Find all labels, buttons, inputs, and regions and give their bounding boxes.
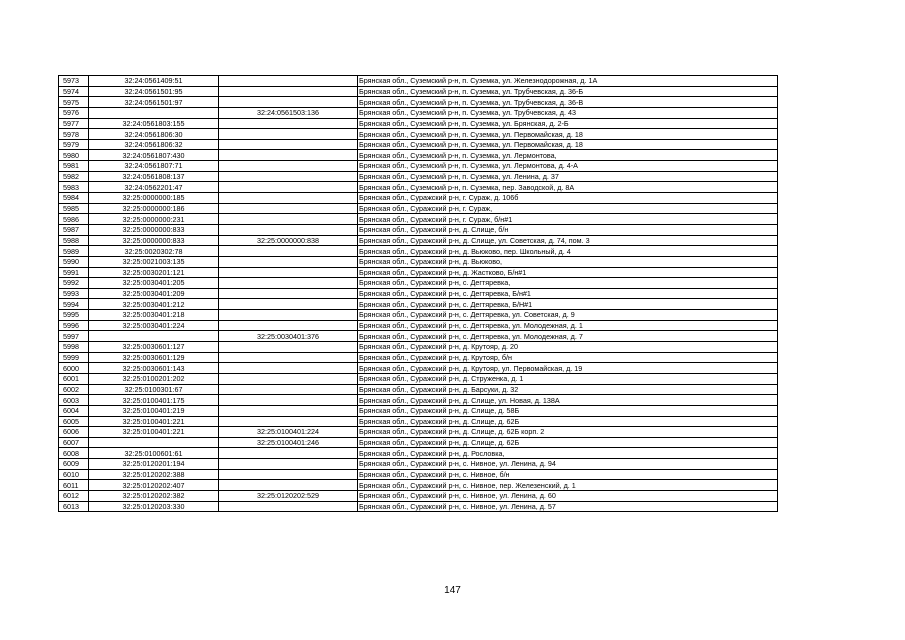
cadastral-number-cell: 32:25:0030601:129 [89, 352, 219, 363]
address-cell: Брянская обл., Суражский р-н, д. Рословка, [358, 448, 778, 459]
table-row [59, 235, 778, 246]
address-cell: Брянская обл., Суражский р-н, д. Слище, ул. Советская, д. 74, пом. 3 [358, 235, 778, 246]
row-number-cell: 5978 [59, 129, 89, 140]
address-cell: Брянская обл., Суражский р-н, д. Жастково, Б/н#1 [358, 267, 778, 278]
cadastral-number-cell: 32:25:0030401:224 [89, 320, 219, 331]
row-number-cell: 6001 [59, 373, 89, 384]
related-cadastral-number-cell [219, 299, 358, 310]
table-row [59, 342, 778, 353]
table-row [59, 267, 778, 278]
table-row [59, 107, 778, 118]
table-row [59, 129, 778, 140]
related-cadastral-number-cell: 32:25:0100401:224 [219, 427, 358, 438]
related-cadastral-number-cell [219, 384, 358, 395]
table-row [59, 288, 778, 299]
related-cadastral-number-cell: 32:25:0100401:246 [219, 437, 358, 448]
cadastral-number-cell [89, 331, 219, 342]
row-number-cell: 5990 [59, 256, 89, 267]
address-cell: Брянская обл., Суражский р-н, с. Нивное, б/н [358, 469, 778, 480]
related-cadastral-number-cell [219, 278, 358, 289]
table-row [59, 405, 778, 416]
cadastral-number-cell [89, 107, 219, 118]
cadastral-number-cell: 32:25:0030401:212 [89, 299, 219, 310]
cadastral-number-cell: 32:25:0000000:186 [89, 203, 219, 214]
address-cell: Брянская обл., Суражский р-н, д. Слище, б/н [358, 224, 778, 235]
row-number-cell: 6010 [59, 469, 89, 480]
related-cadastral-number-cell: 32:25:0000000:838 [219, 235, 358, 246]
row-number-cell: 5997 [59, 331, 89, 342]
related-cadastral-number-cell [219, 310, 358, 321]
related-cadastral-number-cell [219, 193, 358, 204]
table-row [59, 182, 778, 193]
address-cell: Брянская обл., Суражский р-н, с. Нивное, ул. Ленина, д. 94 [358, 459, 778, 470]
row-number-cell: 5977 [59, 118, 89, 129]
row-number-cell: 6002 [59, 384, 89, 395]
cadastral-number-cell: 32:25:0030401:205 [89, 278, 219, 289]
cadastral-number-cell: 32:25:0030601:127 [89, 342, 219, 353]
address-cell: Брянская обл., Суражский р-н, д. Крутояр, д. 20 [358, 342, 778, 353]
table-row [59, 331, 778, 342]
cadastral-number-cell: 32:25:0100401:221 [89, 416, 219, 427]
address-cell: Брянская обл., Суземский р-н, п. Суземка, ул. Первомайская, д. 18 [358, 129, 778, 140]
row-number-cell: 5982 [59, 171, 89, 182]
related-cadastral-number-cell [219, 97, 358, 108]
row-number-cell: 6003 [59, 395, 89, 406]
address-cell: Брянская обл., Суземский р-н, п. Суземка, ул. Трубчевская, д. 36-Б [358, 86, 778, 97]
address-cell: Брянская обл., Суземский р-н, п. Суземка, ул. Лермонтова, [358, 150, 778, 161]
address-cell: Брянская обл., Суражский р-н, д. Вьюково, [358, 256, 778, 267]
row-number-cell: 5981 [59, 161, 89, 172]
cadastral-number-cell: 32:25:0100301:67 [89, 384, 219, 395]
related-cadastral-number-cell [219, 224, 358, 235]
cadastral-number-cell: 32:25:0100401:221 [89, 427, 219, 438]
address-cell: Брянская обл., Суземский р-н, п. Суземка, пер. Заводской, д. 8А [358, 182, 778, 193]
cadastral-number-cell: 32:24:0561501:95 [89, 86, 219, 97]
related-cadastral-number-cell [219, 373, 358, 384]
address-cell: Брянская обл., Суражский р-н, д. Вьюково, пер. Школьный, д. 4 [358, 246, 778, 257]
related-cadastral-number-cell [219, 256, 358, 267]
address-cell: Брянская обл., Суражский р-н, д. Слище, д. 62Б [358, 416, 778, 427]
address-cell: Брянская обл., Суражский р-н, с. Нивное, пер. Железенский, д. 1 [358, 480, 778, 491]
table-row [59, 214, 778, 225]
table-row [59, 501, 778, 512]
address-cell: Брянская обл., Суражский р-н, с. Дегтяревка, ул. Молодежная, д. 1 [358, 320, 778, 331]
row-number-cell: 5976 [59, 107, 89, 118]
address-cell: Брянская обл., Суражский р-н, с. Дегтяревка, ул. Советская, д. 9 [358, 310, 778, 321]
address-cell: Брянская обл., Суземский р-н, п. Суземка, ул. Брянская, д. 2-Б [358, 118, 778, 129]
related-cadastral-number-cell: 32:25:0120202:529 [219, 490, 358, 501]
row-number-cell: 6004 [59, 405, 89, 416]
row-number-cell: 5989 [59, 246, 89, 257]
related-cadastral-number-cell [219, 267, 358, 278]
cadastral-number-cell: 32:25:0100401:175 [89, 395, 219, 406]
table-row [59, 150, 778, 161]
address-cell: Брянская обл., Суражский р-н, д. Слище, ул. Новая, д. 138А [358, 395, 778, 406]
related-cadastral-number-cell [219, 320, 358, 331]
cadastral-number-cell: 32:24:0561803:155 [89, 118, 219, 129]
related-cadastral-number-cell [219, 118, 358, 129]
related-cadastral-number-cell [219, 150, 358, 161]
address-cell: Брянская обл., Суземский р-н, п. Суземка, ул. Железнодорожная, д. 1А [358, 76, 778, 87]
cadastral-number-cell: 32:25:0000000:185 [89, 193, 219, 204]
page-number: 147 [444, 585, 461, 596]
row-number-cell: 5985 [59, 203, 89, 214]
table-row [59, 161, 778, 172]
related-cadastral-number-cell [219, 139, 358, 150]
row-number-cell: 5974 [59, 86, 89, 97]
row-number-cell: 5993 [59, 288, 89, 299]
address-cell: Брянская обл., Суражский р-н, г. Сураж, д. 106б [358, 193, 778, 204]
address-cell: Брянская обл., Суражский р-н, с. Дегтяревка, ул. Молодежная, д. 7 [358, 331, 778, 342]
related-cadastral-number-cell [219, 86, 358, 97]
row-number-cell: 6007 [59, 437, 89, 448]
table-row [59, 193, 778, 204]
table-row [59, 118, 778, 129]
table-row [59, 256, 778, 267]
table-row [59, 469, 778, 480]
cadastral-number-cell: 32:25:0030401:218 [89, 310, 219, 321]
related-cadastral-number-cell [219, 352, 358, 363]
row-number-cell: 5987 [59, 224, 89, 235]
address-cell: Брянская обл., Суражский р-н, с. Нивное, ул. Ленина, д. 57 [358, 501, 778, 512]
table-row [59, 171, 778, 182]
related-cadastral-number-cell [219, 448, 358, 459]
cadastral-number-cell: 32:25:0000000:833 [89, 235, 219, 246]
address-cell: Брянская обл., Суражский р-н, д. Слище, д. 58Б [358, 405, 778, 416]
related-cadastral-number-cell: 32:24:0561503:136 [219, 107, 358, 118]
related-cadastral-number-cell: 32:25:0030401:376 [219, 331, 358, 342]
cadastral-number-cell: 32:25:0120202:382 [89, 490, 219, 501]
related-cadastral-number-cell [219, 342, 358, 353]
cadastral-number-cell: 32:24:0561807:430 [89, 150, 219, 161]
row-number-cell: 5991 [59, 267, 89, 278]
cadastral-number-cell: 32:25:0120203:330 [89, 501, 219, 512]
related-cadastral-number-cell [219, 459, 358, 470]
cadastral-number-cell [89, 437, 219, 448]
table-row [59, 76, 778, 87]
address-cell: Брянская обл., Суземский р-н, п. Суземка, ул. Трубчевская, д. 36-В [358, 97, 778, 108]
address-cell: Брянская обл., Суражский р-н, д. Слище, д. 62Б [358, 437, 778, 448]
cadastral-number-cell: 32:25:0030401:209 [89, 288, 219, 299]
address-cell: Брянская обл., Суражский р-н, д. Крутояр, ул. Первомайская, д. 19 [358, 363, 778, 374]
row-number-cell: 5975 [59, 97, 89, 108]
row-number-cell: 5980 [59, 150, 89, 161]
row-number-cell: 6012 [59, 490, 89, 501]
related-cadastral-number-cell [219, 469, 358, 480]
table-row [59, 363, 778, 374]
cadastral-number-cell: 32:25:0100601:61 [89, 448, 219, 459]
address-cell: Брянская обл., Суземский р-н, п. Суземка, ул. Ленина, д. 37 [358, 171, 778, 182]
table-row [59, 448, 778, 459]
related-cadastral-number-cell [219, 395, 358, 406]
table-row [59, 352, 778, 363]
related-cadastral-number-cell [219, 203, 358, 214]
row-number-cell: 6011 [59, 480, 89, 491]
table-row [59, 395, 778, 406]
cadastral-number-cell: 32:24:0561807:71 [89, 161, 219, 172]
related-cadastral-number-cell [219, 416, 358, 427]
related-cadastral-number-cell [219, 405, 358, 416]
address-cell: Брянская обл., Суражский р-н, г. Сураж, б/н#1 [358, 214, 778, 225]
address-cell: Брянская обл., Суражский р-н, с. Дегтяревка, [358, 278, 778, 289]
row-number-cell: 6005 [59, 416, 89, 427]
row-number-cell: 5988 [59, 235, 89, 246]
cadastral-number-cell: 32:25:0100401:219 [89, 405, 219, 416]
cadastral-number-cell: 32:25:0000000:833 [89, 224, 219, 235]
related-cadastral-number-cell [219, 288, 358, 299]
cadastral-number-cell: 32:24:0561806:32 [89, 139, 219, 150]
registry-table [58, 75, 778, 512]
table-row [59, 384, 778, 395]
related-cadastral-number-cell [219, 76, 358, 87]
table-row [59, 203, 778, 214]
cadastral-number-cell: 32:25:0021003:135 [89, 256, 219, 267]
cadastral-number-cell: 32:25:0000000:231 [89, 214, 219, 225]
cadastral-number-cell: 32:25:0120201:194 [89, 459, 219, 470]
cadastral-number-cell: 32:25:0030201:121 [89, 267, 219, 278]
address-cell: Брянская обл., Суражский р-н, с. Дегтяревка, Б/н#1 [358, 288, 778, 299]
row-number-cell: 5984 [59, 193, 89, 204]
row-number-cell: 5979 [59, 139, 89, 150]
cadastral-number-cell: 32:24:0561409:51 [89, 76, 219, 87]
row-number-cell: 5992 [59, 278, 89, 289]
cadastral-number-cell: 32:24:0561808:137 [89, 171, 219, 182]
table-row [59, 97, 778, 108]
address-cell: Брянская обл., Суражский р-н, д. Слище, д. 62Б корп. 2 [358, 427, 778, 438]
table-row [59, 224, 778, 235]
related-cadastral-number-cell [219, 171, 358, 182]
row-number-cell: 5999 [59, 352, 89, 363]
cadastral-number-cell: 32:25:0030601:143 [89, 363, 219, 374]
row-number-cell: 5994 [59, 299, 89, 310]
row-number-cell: 5973 [59, 76, 89, 87]
cadastral-number-cell: 32:25:0020302:78 [89, 246, 219, 257]
cadastral-number-cell: 32:24:0562201:47 [89, 182, 219, 193]
related-cadastral-number-cell [219, 129, 358, 140]
row-number-cell: 5998 [59, 342, 89, 353]
address-cell: Брянская обл., Суражский р-н, д. Крутояр, б/н [358, 352, 778, 363]
address-cell: Брянская обл., Суражский р-н, с. Нивное, ул. Ленина, д. 60 [358, 490, 778, 501]
cadastral-number-cell: 32:25:0120202:388 [89, 469, 219, 480]
related-cadastral-number-cell [219, 182, 358, 193]
table-row [59, 86, 778, 97]
table-row [59, 310, 778, 321]
address-cell: Брянская обл., Суражский р-н, д. Струженка, д. 1 [358, 373, 778, 384]
row-number-cell: 6013 [59, 501, 89, 512]
registry-table-body [59, 76, 778, 512]
table-row [59, 427, 778, 438]
row-number-cell: 6006 [59, 427, 89, 438]
related-cadastral-number-cell [219, 363, 358, 374]
row-number-cell: 5996 [59, 320, 89, 331]
related-cadastral-number-cell [219, 480, 358, 491]
address-cell: Брянская обл., Суражский р-н, с. Дегтяревка, Б/Н#1 [358, 299, 778, 310]
cadastral-number-cell: 32:24:0561806:30 [89, 129, 219, 140]
address-cell: Брянская обл., Суземский р-н, п. Суземка, ул. Лермонтова, д. 4-А [358, 161, 778, 172]
row-number-cell: 6000 [59, 363, 89, 374]
cadastral-number-cell: 32:24:0561501:97 [89, 97, 219, 108]
table-row [59, 480, 778, 491]
cadastral-number-cell: 32:25:0100201:202 [89, 373, 219, 384]
table-row [59, 139, 778, 150]
address-cell: Брянская обл., Суземский р-н, п. Суземка, ул. Первомайская, д. 18 [358, 139, 778, 150]
table-row [59, 459, 778, 470]
table-row [59, 299, 778, 310]
table-row [59, 490, 778, 501]
address-cell: Брянская обл., Суземский р-н, п. Суземка, ул. Трубчевская, д. 43 [358, 107, 778, 118]
row-number-cell: 5995 [59, 310, 89, 321]
related-cadastral-number-cell [219, 214, 358, 225]
row-number-cell: 5983 [59, 182, 89, 193]
row-number-cell: 6009 [59, 459, 89, 470]
table-row [59, 246, 778, 257]
related-cadastral-number-cell [219, 501, 358, 512]
table-row [59, 437, 778, 448]
table-row [59, 373, 778, 384]
table-row [59, 278, 778, 289]
related-cadastral-number-cell [219, 246, 358, 257]
row-number-cell: 5986 [59, 214, 89, 225]
address-cell: Брянская обл., Суражский р-н, д. Барсуки, д. 32 [358, 384, 778, 395]
address-cell: Брянская обл., Суражский р-н, г. Сураж, [358, 203, 778, 214]
related-cadastral-number-cell [219, 161, 358, 172]
row-number-cell: 6008 [59, 448, 89, 459]
cadastral-number-cell: 32:25:0120202:407 [89, 480, 219, 491]
table-row [59, 320, 778, 331]
table-row [59, 416, 778, 427]
